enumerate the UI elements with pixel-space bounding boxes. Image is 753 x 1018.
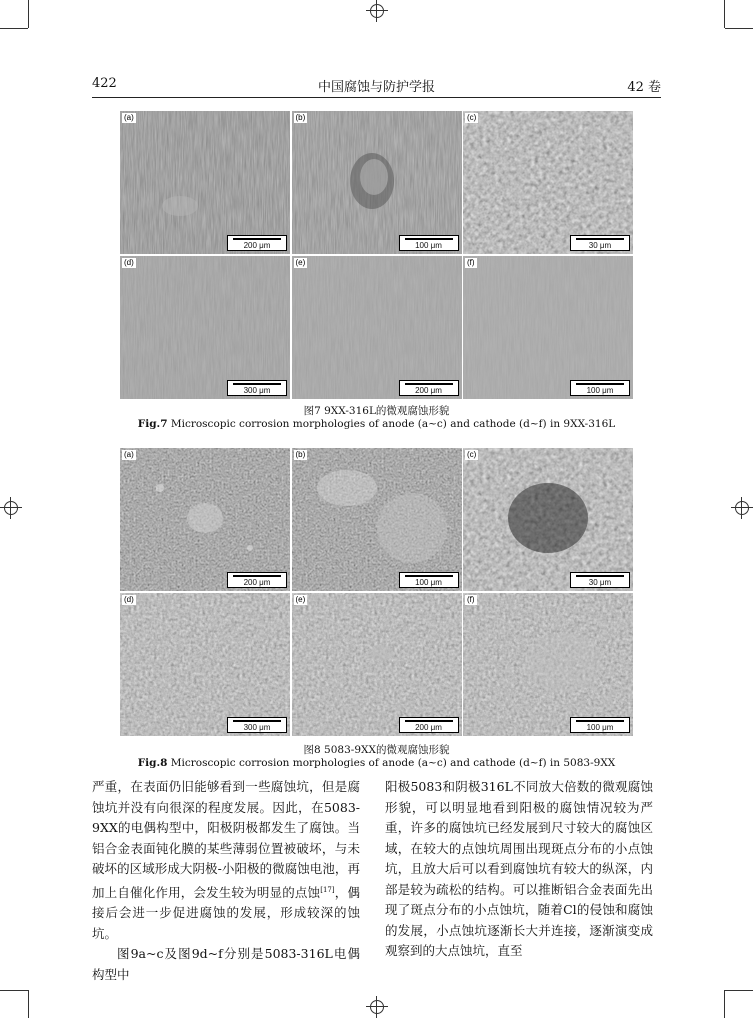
panel-label: (a) bbox=[124, 450, 134, 459]
panel-label: (f) bbox=[467, 258, 475, 267]
fig7-panel-a bbox=[120, 111, 290, 254]
scale-bar: 100 μm bbox=[399, 572, 459, 588]
panel-label: (b) bbox=[295, 113, 306, 122]
running-header bbox=[92, 76, 661, 96]
figure-7-caption-cn: 图7 9XX-316L的微观腐蚀形貌 bbox=[303, 405, 450, 417]
fig7-panel-e bbox=[292, 256, 462, 399]
crop-mark bbox=[28, 990, 29, 1018]
fig8-panel-e bbox=[292, 593, 462, 736]
scale-bar: 100 μm bbox=[399, 235, 459, 251]
scale-bar: 100 μm bbox=[570, 717, 630, 733]
fig7-panel-d bbox=[120, 256, 290, 399]
crop-mark bbox=[0, 28, 28, 29]
body-column-left bbox=[92, 777, 360, 985]
body-paragraph: 严重，在表面仍旧能够看到一些腐蚀坑，但是腐蚀坑并没有向很深的程度发展。因此，在5083-9XX的电偶构型中，阳极阴极都发生了腐蚀。当铝合金表面钝化膜的某些薄弱位置被破坏，与未破坏的区域形成大阴极-小阳极的微腐蚀电池，再加上自催化作用，会发生较为明显的点蚀[17]，偶接后会进一步促进腐蚀的发展，形成较深的蚀坑。 bbox=[92, 779, 360, 941]
scale-bar: 30 μm bbox=[570, 572, 630, 588]
body-paragraph: 阳极5083和阴极316L不同放大倍数的微观腐蚀形貌，可以明显地看到阳极的腐蚀情况较为严重，许多的腐蚀坑已经发展到尺寸较大的腐蚀区域，在较大的点蚀坑周围出现斑点分布的小点蚀坑，且放大后可以看到腐蚀坑有较大的纵深，内部是较为疏松的结构。可以推断铝合金表面先出现了斑点分布的小点蚀坑，随着Cl的侵蚀和腐蚀的发展，小点蚀坑逐渐长大并连接，逐渐演变成观察到的大点蚀坑，直至 bbox=[385, 779, 653, 958]
registration-mark-top bbox=[366, 0, 388, 22]
fig8-panel-a bbox=[120, 448, 290, 591]
header-rule bbox=[92, 97, 661, 98]
scale-bar: 200 μm bbox=[399, 380, 459, 396]
page-number: 422 bbox=[92, 76, 117, 91]
fig8-panel-c bbox=[463, 448, 633, 591]
panel-label: (a) bbox=[124, 113, 134, 122]
body-paragraph: 图9a~c及图9d~f分别是5083-316L电偶构型中 bbox=[92, 946, 360, 982]
fig8-panel-d bbox=[120, 593, 290, 736]
panel-label: (d) bbox=[124, 258, 134, 267]
figure-8-caption-cn: 图8 5083-9XX的微观腐蚀形貌 bbox=[303, 744, 450, 756]
scale-bar: 300 μm bbox=[227, 380, 287, 396]
figure-7-caption-en: Fig.7 Microscopic corrosion morphologies of anode (a~c) and cathode (d~f) in 9XX-316L bbox=[137, 418, 616, 430]
scale-bar: 200 μm bbox=[227, 572, 287, 588]
body-column-right bbox=[385, 777, 653, 962]
crop-mark bbox=[725, 990, 753, 991]
registration-mark-left bbox=[0, 497, 22, 519]
registration-mark-bottom bbox=[366, 996, 388, 1018]
panel-label: (b) bbox=[295, 450, 306, 459]
crop-mark bbox=[725, 28, 753, 29]
scale-bar: 30 μm bbox=[570, 235, 630, 251]
fig7-panel-f bbox=[463, 256, 633, 399]
panel-label: (c) bbox=[467, 450, 477, 459]
panel-label: (e) bbox=[295, 595, 306, 604]
crop-mark bbox=[724, 990, 725, 1018]
crop-mark bbox=[28, 0, 29, 28]
figure-8-caption-en: Fig.8 Microscopic corrosion morphologies of anode (a~c) and cathode (d~f) in 5083-9XX bbox=[137, 757, 616, 769]
fig7-panel-b bbox=[292, 111, 462, 254]
panel-label: (d) bbox=[124, 595, 134, 604]
citation-ref: [17] bbox=[320, 885, 335, 894]
journal-title: 中国腐蚀与防护学报 bbox=[317, 80, 435, 95]
crop-mark bbox=[724, 0, 725, 28]
scale-bar: 200 μm bbox=[399, 717, 459, 733]
volume-number: 42 卷 bbox=[627, 80, 661, 95]
panel-label: (f) bbox=[467, 595, 475, 604]
fig7-panel-c bbox=[463, 111, 633, 254]
scale-bar: 300 μm bbox=[227, 717, 287, 733]
registration-mark-right bbox=[731, 497, 753, 519]
panel-label: (c) bbox=[467, 113, 477, 122]
fig8-panel-f bbox=[463, 593, 633, 736]
scale-bar: 100 μm bbox=[570, 380, 630, 396]
panel-label: (e) bbox=[295, 258, 306, 267]
crop-mark bbox=[0, 990, 28, 991]
fig8-panel-b bbox=[292, 448, 462, 591]
scale-bar: 200 μm bbox=[227, 235, 287, 251]
